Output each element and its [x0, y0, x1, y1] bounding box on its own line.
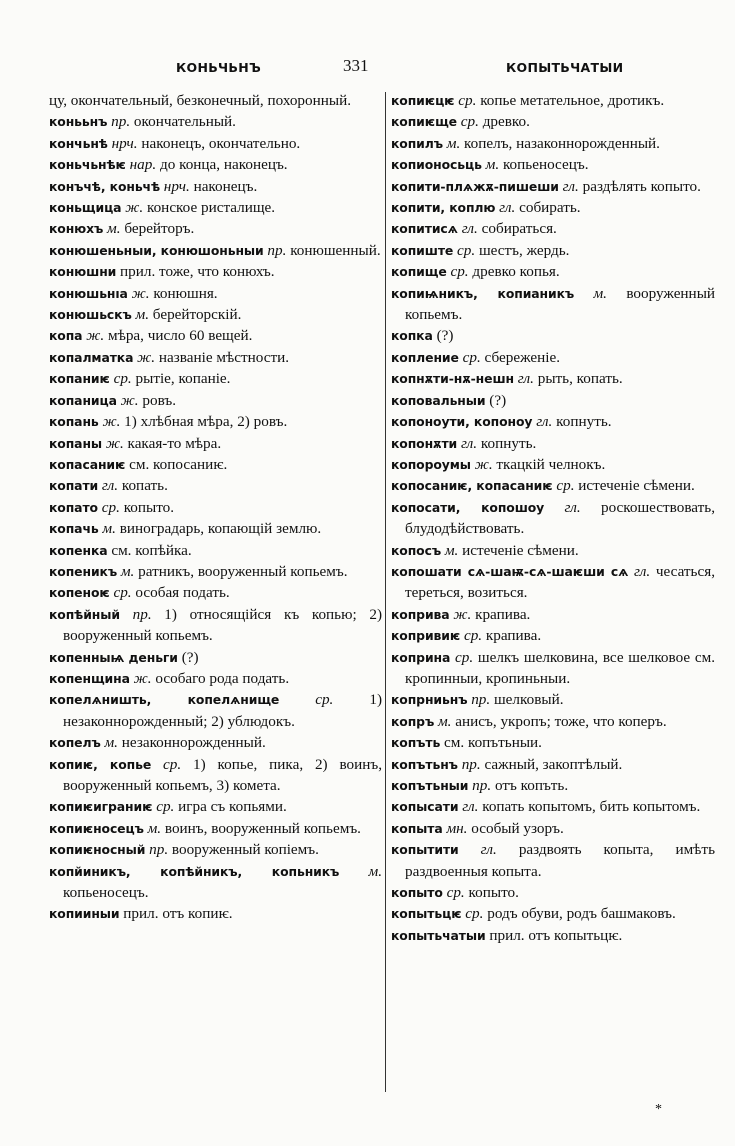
dictionary-entry — [391, 604, 715, 625]
left-column — [49, 90, 382, 925]
dictionary-entry — [49, 454, 382, 475]
entry-headword: копаны — [49, 435, 103, 451]
entry-definition: конюшня. — [153, 284, 218, 302]
dictionary-entry — [391, 925, 715, 946]
entry-definition: берейторскій. — [152, 306, 242, 324]
dictionary-entry — [391, 111, 715, 132]
entry-grammar: ж. — [120, 391, 139, 409]
entry-grammar: ж. — [131, 284, 150, 302]
entry-definition: ткацкій челнокъ. — [496, 455, 606, 473]
entry-grammar: м. — [147, 819, 162, 837]
entry-definition: копелъ, назаконнорожденный. — [464, 134, 660, 152]
entry-definition: см. копосаниѥ. — [129, 455, 228, 473]
dictionary-entry — [49, 154, 382, 175]
dictionary-entry — [391, 411, 715, 432]
entry-grammar: ж. — [102, 413, 121, 431]
entry-grammar: ср. — [450, 263, 469, 281]
entry-grammar: м. — [446, 134, 461, 152]
entry-definition: чесаться, тереться, возиться. — [405, 562, 716, 602]
entry-headword: копѣйный — [49, 606, 120, 622]
entry-headword: копнѫти-нѫ-нешн — [391, 371, 514, 387]
entry-definition: до конца, наконецъ. — [159, 156, 288, 174]
entry-grammar: ж. — [86, 327, 105, 345]
dictionary-entry — [391, 197, 715, 218]
entry-headword: копато — [49, 499, 98, 515]
entry-grammar: ср. — [113, 370, 132, 388]
entry-definition: конское ристалище. — [146, 199, 276, 217]
entry-definition: мѣра, число 60 вещей. — [107, 327, 253, 345]
entry-headword: коповальныи — [391, 392, 486, 408]
entry-definition: наконецъ, окончательно. — [141, 134, 301, 152]
entry-headword: копошати сѧ-шаѭ-сѧ-шаѥши сѧ — [391, 563, 629, 579]
dictionary-entry — [391, 261, 715, 282]
entry-headword: копйиникъ, копѣйникъ, копьникъ — [49, 863, 340, 879]
dictionary-entry — [49, 433, 382, 454]
entry-grammar: м. — [437, 712, 452, 730]
dictionary-entry — [391, 497, 715, 540]
entry-headword: копалматка — [49, 349, 134, 365]
entry-definition: ровъ. — [142, 391, 177, 409]
entry-headword: копыта — [391, 820, 443, 836]
footer-mark: * — [655, 1102, 662, 1117]
entry-grammar: гл. — [461, 220, 478, 238]
entry-headword: копати — [49, 478, 99, 494]
entry-grammar: ср. — [460, 113, 479, 131]
entry-definition: истеченіе сѣмени. — [462, 541, 579, 559]
entry-headword: копиѥиграниѥ — [49, 799, 153, 815]
dictionary-entry — [49, 582, 382, 603]
dictionary-entry — [391, 176, 715, 197]
entry-definition: древко копья. — [472, 263, 560, 281]
entry-grammar: мн. — [446, 819, 468, 837]
entry-headword: копенныѩ деньги — [49, 649, 178, 665]
dictionary-entry — [49, 368, 382, 389]
dictionary-entry — [49, 689, 382, 732]
dictionary-entry — [391, 154, 715, 175]
entry-headword: копосъ — [391, 542, 442, 558]
entry-definition: родъ обуви, родъ башмаковъ. — [487, 905, 676, 923]
entry-definition: 1) копье, пика, 2) воинъ, вооруженный копьемъ, 3) комета. — [63, 755, 383, 794]
entry-headword: копытьчатыи — [391, 927, 486, 943]
dictionary-entry — [391, 647, 715, 690]
dictionary-entry — [391, 561, 715, 604]
entry-headword: копиѥ, копье — [49, 756, 152, 772]
dictionary-entry — [49, 411, 382, 432]
entry-grammar: м. — [485, 156, 500, 174]
entry-definition: (?) — [181, 648, 199, 666]
entry-headword: копръ — [391, 713, 435, 729]
page-header — [48, 56, 708, 80]
entry-headword: копътьныи — [391, 778, 469, 793]
entry-definition: раздвоять копыта, имѣть раздвоенныя копыта. — [405, 841, 715, 880]
entry-definition: наконецъ. — [193, 177, 258, 195]
dictionary-entry — [49, 304, 382, 325]
dictionary-entry — [49, 240, 382, 261]
entry-grammar: ср. — [455, 648, 474, 666]
entry-definition: рытіе, копаніе. — [135, 370, 231, 388]
column-divider — [385, 92, 386, 1092]
dictionary-entry — [49, 818, 382, 839]
dictionary-entry — [391, 283, 715, 326]
entry-grammar: нрч. — [111, 134, 138, 152]
entry-grammar: ср. — [101, 498, 120, 516]
entry-headword: копътьнъ — [391, 756, 458, 772]
entry-definition: прил. отъ копытьцѥ. — [489, 926, 623, 944]
entry-definition: 1) относящійся къ копью; 2) вооруженный копьемъ. — [63, 605, 383, 645]
entry-grammar: ср. — [163, 755, 182, 773]
entry-grammar: ср. — [457, 241, 476, 259]
entry-definition: копыто. — [468, 884, 519, 902]
dictionary-entry — [391, 368, 715, 389]
dictionary-entry — [49, 261, 382, 282]
entry-grammar: ср. — [462, 348, 481, 366]
dictionary-entry — [49, 283, 382, 304]
entry-grammar: гл. — [517, 370, 534, 388]
entry-grammar: гл. — [101, 477, 119, 495]
dictionary-entry — [391, 454, 715, 475]
entry-definition: 1) незаконнорожденный; 2) ублюдокъ. — [63, 691, 383, 730]
dictionary-entry — [391, 218, 715, 239]
dictionary-entry — [49, 497, 382, 518]
dictionary-entry — [391, 90, 715, 111]
entry-definition: собираться. — [481, 220, 557, 238]
entry-headword: копъть — [391, 735, 441, 751]
entry-definition: копьеносецъ. — [502, 156, 589, 174]
entry-definition: шестъ, жердь. — [478, 241, 570, 259]
dictionary-entry — [49, 540, 382, 561]
entry-definition: вооруженный копьемъ. — [405, 284, 716, 324]
entry-definition: истеченіе сѣмени. — [578, 477, 695, 495]
entry-headword: коньчьнѣѥ — [49, 157, 126, 173]
entry-definition: раздѣлять копыто. — [582, 177, 701, 195]
entry-grammar: м. — [102, 520, 116, 538]
entry-grammar: ср. — [156, 798, 175, 816]
entry-headword: копоноути, копоноу — [391, 414, 533, 430]
entry-grammar: ср. — [446, 884, 465, 902]
entry-headword: копиште — [391, 242, 454, 258]
entry-headword: копионосьць — [391, 157, 482, 173]
entry-headword: копиѩникъ, копианикъ — [391, 285, 575, 301]
entry-definition: конюшенный. — [290, 241, 381, 259]
entry-headword: копити-плѧжѫ-пишеши — [391, 178, 559, 194]
entry-headword: копиѥцѥ — [391, 93, 455, 108]
dictionary-entry — [391, 689, 715, 710]
entry-grammar: пр. — [149, 841, 169, 859]
entry-headword: копеникъ — [49, 563, 118, 579]
entry-headword: конюшеньныи, конюшоньныи — [49, 242, 264, 258]
entry-headword: кончьнѣ — [49, 135, 108, 151]
dictionary-entry — [391, 133, 715, 154]
entry-headword: копаниѥ — [49, 371, 110, 387]
entry-grammar: гл. — [536, 413, 553, 431]
entry-grammar: гл. — [462, 798, 479, 816]
entry-headword: копытити — [391, 842, 459, 858]
dictionary-entry — [49, 796, 382, 817]
entry-grammar: гл. — [562, 177, 579, 195]
dictionary-entry — [49, 754, 382, 797]
entry-definition: копыто. — [123, 498, 175, 516]
entry-headword: копысати — [391, 799, 459, 815]
entry-definition: особая подать. — [135, 584, 230, 602]
entry-headword: копище — [391, 264, 447, 280]
entry-grammar: ж. — [133, 669, 152, 687]
dictionary-entry — [49, 325, 382, 346]
dictionary-entry — [49, 861, 382, 904]
entry-grammar: ср. — [463, 627, 483, 645]
entry-grammar: м. — [104, 734, 118, 752]
entry-definition: (?) — [489, 391, 507, 409]
dictionary-entry — [49, 390, 382, 411]
entry-grammar: м. — [444, 541, 459, 559]
entry-headword: копачь — [49, 521, 99, 537]
dictionary-entry — [391, 625, 715, 646]
entry-grammar: ж. — [125, 199, 144, 217]
entry-headword: копасаниѥ — [49, 456, 126, 472]
entry-definition: крапива. — [485, 627, 542, 645]
entry-definition: собирать. — [519, 199, 581, 217]
entry-definition: игра съ копьями. — [178, 798, 287, 816]
dictionary-entry — [49, 176, 382, 197]
entry-definition: см. копѣйка. — [111, 541, 192, 559]
entry-definition: названіе мѣстности. — [158, 348, 290, 366]
right-column — [391, 90, 715, 946]
dictionary-entry — [49, 903, 382, 924]
running-head-left: КОНЬЧЬНЪ — [176, 60, 262, 75]
entry-headword: копрниьнъ — [391, 692, 468, 708]
entry-headword: копривиѥ — [391, 628, 461, 644]
entry-headword: копелъ — [49, 735, 101, 751]
entry-headword: копаница — [49, 392, 117, 408]
entry-definition: крапива. — [475, 605, 531, 623]
entry-headword: копеноѥ — [49, 585, 110, 601]
entry-definition: воинъ, вооруженный копьемъ. — [164, 819, 361, 837]
entry-headword: коньщица — [49, 200, 122, 216]
dictionary-entry — [391, 325, 715, 346]
dictionary-entry — [391, 775, 715, 796]
dictionary-entry — [49, 647, 382, 668]
entry-headword: конюшьскъ — [49, 307, 132, 323]
entry-definition: особаго рода подать. — [155, 669, 290, 687]
entry-grammar: нрч. — [163, 177, 190, 195]
entry-grammar: пр. — [111, 113, 131, 131]
dictionary-entry — [49, 561, 382, 582]
dictionary-entry — [49, 197, 382, 218]
entry-definition: какая-то мѣра. — [127, 434, 222, 452]
entry-definition: виноградарь, копающій землю. — [119, 520, 322, 538]
entry-definition: прил. тоже, что конюхъ. — [120, 263, 275, 281]
dictionary-entry — [391, 839, 715, 882]
dictionary-entry — [391, 347, 715, 368]
entry-headword: копиѥносный — [49, 842, 146, 858]
entry-headword: копенка — [49, 542, 108, 558]
entry-headword: копытьцѥ — [391, 906, 462, 922]
entry-definition: копнуть. — [556, 413, 612, 431]
entry-definition: рыть, копать. — [537, 370, 623, 388]
entry-definition: цу, окончательный, безконечный, похоронный. — [49, 92, 351, 109]
entry-headword: конъчѣ, коньчѣ — [49, 178, 160, 194]
entry-definition: копнуть. — [480, 434, 537, 452]
entry-headword: копороумы — [391, 456, 471, 472]
entry-definition: вооруженный копіемъ. — [171, 841, 319, 859]
dictionary-entry — [49, 604, 382, 647]
entry-grammar: гл. — [460, 434, 478, 452]
dictionary-entry — [49, 475, 382, 496]
entry-grammar: пр. — [132, 605, 152, 623]
entry-headword: копенщина — [49, 670, 130, 686]
entry-grammar: ж. — [474, 455, 493, 473]
entry-definition: копьеносецъ. — [63, 884, 149, 902]
entry-headword: копосаниѥ, копасаниѥ — [391, 478, 553, 494]
dictionary-entry — [49, 732, 382, 753]
dictionary-entry — [49, 90, 382, 111]
entry-headword: копосати, копошоу — [391, 499, 545, 515]
entry-grammar: м. — [593, 284, 607, 302]
entry-headword: копити, коплю — [391, 200, 496, 216]
running-head-right: КОПЫТЬЧАТЫИ — [506, 60, 624, 75]
dictionary-entry — [391, 433, 715, 454]
entry-headword: конюшьнıа — [49, 285, 128, 301]
entry-headword: копка — [391, 328, 433, 344]
dictionary-entry — [49, 133, 382, 154]
dictionary-entry — [49, 347, 382, 368]
entry-grammar: пр. — [267, 241, 287, 259]
entry-definition: особый узоръ. — [471, 819, 564, 837]
entry-definition: прил. отъ копиѥ. — [123, 905, 233, 923]
entry-grammar: ср. — [458, 92, 477, 109]
entry-definition: берейторъ. — [124, 220, 195, 238]
page-number: 331 — [343, 56, 369, 75]
dictionary-entry — [391, 711, 715, 732]
dictionary-entry — [49, 839, 382, 860]
entry-grammar: пр. — [471, 691, 491, 709]
entry-headword: копань — [49, 414, 99, 430]
entry-grammar: ж. — [137, 348, 156, 366]
entry-headword: конюхъ — [49, 221, 104, 237]
dictionary-entry — [49, 668, 382, 689]
entry-definition: древко. — [482, 113, 530, 131]
dictionary-entry — [391, 732, 715, 753]
dictionary-entry — [391, 475, 715, 496]
dictionary-entry — [391, 390, 715, 411]
entry-definition: шелковый. — [493, 691, 564, 709]
entry-definition: сбереженіе. — [484, 348, 560, 366]
entry-definition: сажный, закоптѣлый. — [484, 755, 623, 773]
dictionary-entry — [391, 882, 715, 903]
entry-definition: незаконнорожденный. — [121, 734, 266, 752]
entry-headword: копыто — [391, 885, 443, 901]
entry-grammar: нар. — [129, 156, 157, 174]
entry-grammar: пр. — [472, 777, 492, 794]
entry-grammar: ж. — [105, 434, 124, 452]
entry-definition: копать копытомъ, бить копытомъ. — [482, 798, 701, 816]
entry-headword: коприна — [391, 649, 451, 665]
entry-definition: 1) хлѣбная мѣра, 2) ровъ. — [124, 413, 288, 431]
entry-grammar: м. — [368, 862, 382, 880]
entry-definition: копать. — [121, 477, 168, 495]
entry-definition: см. копътьныи. — [444, 734, 542, 752]
dictionary-entry — [391, 240, 715, 261]
entry-definition: окончательный. — [133, 113, 236, 131]
dictionary-entry — [49, 218, 382, 239]
dictionary-entry — [391, 903, 715, 924]
entry-headword: копииныи — [49, 906, 120, 922]
entry-definition: шелкъ шелковина, все шелковое см. кропинныи, кропиньныи. — [405, 648, 716, 687]
dictionary-entry — [391, 796, 715, 817]
entry-headword: конюшни — [49, 264, 117, 280]
entry-headword: коприва — [391, 606, 450, 622]
dictionary-entry — [49, 111, 382, 132]
entry-definition: ратникъ, вооруженный копьемъ. — [138, 562, 348, 580]
entry-grammar: м. — [120, 562, 135, 580]
entry-grammar: ср. — [113, 584, 132, 602]
entry-definition: (?) — [436, 327, 454, 345]
entry-grammar: гл. — [499, 199, 516, 217]
entry-grammar: ж. — [453, 605, 472, 623]
dictionary-entry — [391, 540, 715, 561]
entry-definition: отъ копъть. — [494, 777, 569, 794]
entry-grammar: ср. — [315, 691, 334, 709]
entry-grammar: пр. — [461, 755, 481, 773]
entry-grammar: гл. — [634, 562, 651, 580]
dictionary-entry — [391, 754, 715, 775]
entry-headword: копиѥще — [391, 114, 457, 130]
entry-grammar: гл. — [480, 841, 497, 859]
entry-headword: копление — [391, 349, 459, 365]
dictionary-entry — [49, 518, 382, 539]
entry-headword: копа — [49, 328, 83, 344]
entry-headword: конььнъ — [49, 114, 108, 130]
entry-grammar: ср. — [465, 905, 484, 923]
entry-grammar: гл. — [564, 498, 581, 516]
entry-headword: копитисѧ — [391, 221, 458, 237]
dictionary-entry — [391, 818, 715, 839]
entry-headword: копилъ — [391, 135, 443, 151]
entry-headword: копиѥносецъ — [49, 820, 144, 836]
entry-grammar: м. — [135, 306, 149, 324]
entry-grammar: м. — [107, 220, 121, 238]
entry-headword: копелѧништь, копелѧнище — [49, 692, 280, 708]
entry-definition: копье метательное, дротикъ. — [480, 92, 665, 109]
entry-definition: анисъ, укропъ; тоже, что коперъ. — [455, 712, 667, 730]
entry-headword: копонѫти — [391, 435, 458, 451]
entry-definition: роскошествовать, блудодѣйствовать. — [405, 498, 716, 538]
entry-grammar: ср. — [556, 477, 575, 495]
